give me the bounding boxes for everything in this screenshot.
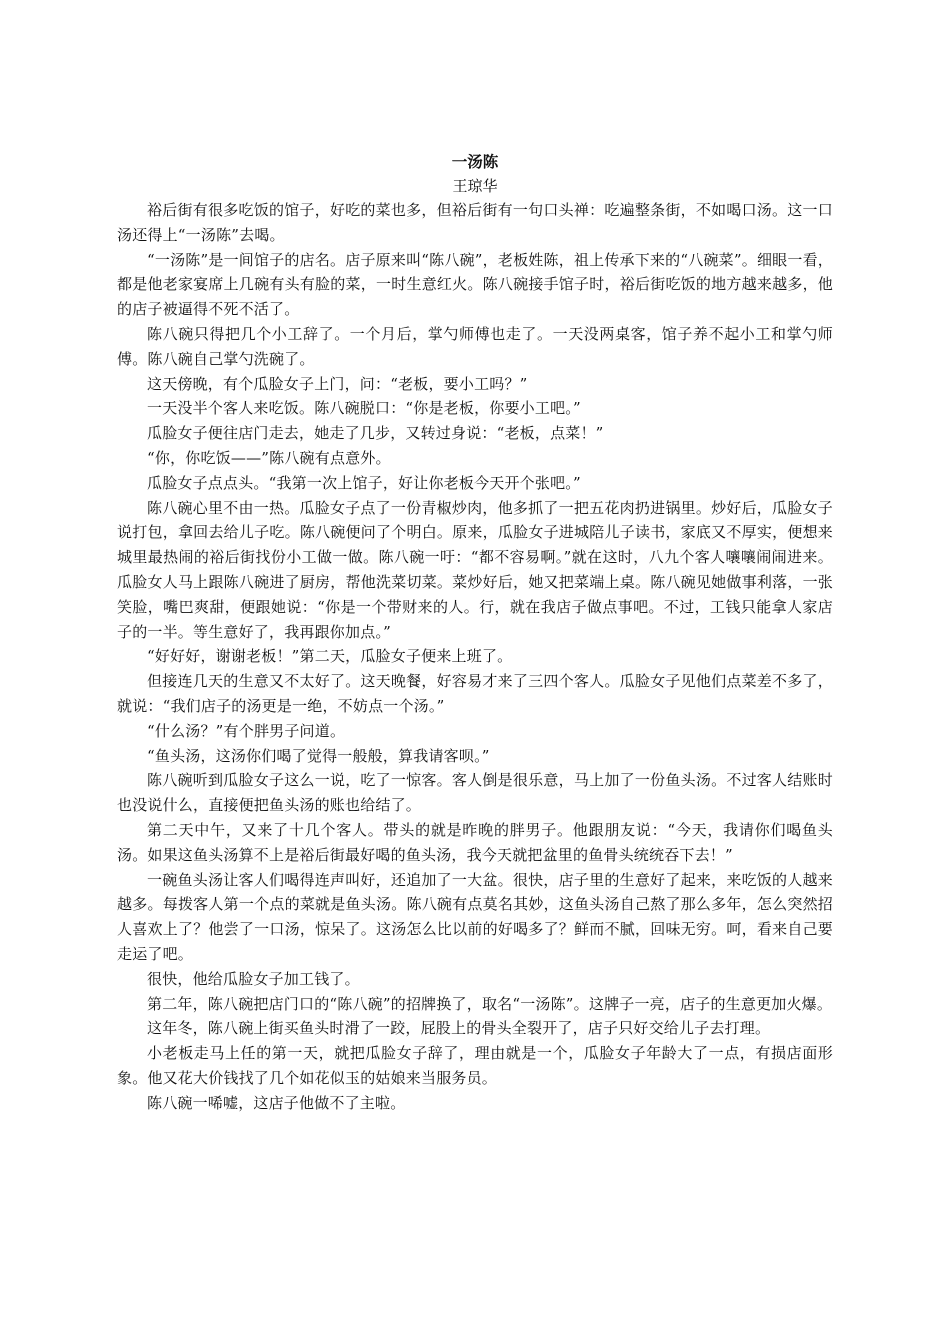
article bbox=[117, 150, 833, 1115]
paragraph: 第二天中午，又来了十几个客人。带头的就是昨晚的胖男子。他跟朋友说：“今天，我请你们喝鱼头汤。如果这鱼头汤算不上是裕后街最好喝的鱼头汤，我今天就把盆里的鱼骨头统统吞下去！” bbox=[117, 820, 833, 864]
paragraph: 很快，他给瓜脸女子加工钱了。 bbox=[147, 969, 360, 988]
article-title: 一汤陈 bbox=[451, 152, 499, 171]
paragraph: 陈八碗只得把几个小工辞了。一个月后，掌勺师傅也走了。一天没两桌客，馆子养不起小工和掌勺师傅。陈八碗自己掌勺洗碗了。 bbox=[117, 324, 833, 368]
article-body bbox=[117, 198, 833, 1115]
paragraph: 陈八碗心里不由一热。瓜脸女子点了一份青椒炒肉，他多抓了一把五花肉扔进锅里。炒好后，瓜脸女子说打包，拿回去给儿子吃。陈八碗便问了个明白。原来，瓜脸女子进城陪儿子读书，家底又不厚实，便想来城里最热闹的裕后街找份小工做一做。陈八碗一吁：“都不容易啊。”就在这时，八九个客人嚷嚷闹闹进来。瓜脸女人马上跟陈八碗进了厨房，帮他洗菜切菜。菜炒好后，她又把菜端上桌。陈八碗见她做事利落，一张笑脸，嘴巴爽甜，便跟她说：“你是一个带财来的人。行，就在我店子做点事吧。不过，工钱只能拿人家店子的一半。等生意好了，我再跟你加点。” bbox=[117, 498, 833, 641]
paragraph: 小老板走马上任的第一天，就把瓜脸女子辞了，理由就是一个，瓜脸女子年龄大了一点，有损店面形象。他又花大价钱找了几个如花似玉的姑娘来当服务员。 bbox=[117, 1044, 833, 1087]
paragraph: “你，你吃饭——”陈八碗有点意外。 bbox=[147, 448, 391, 467]
paragraph: 陈八碗一唏嘘，这店子他做不了主啦。 bbox=[147, 1093, 406, 1112]
paragraph: 但接连几天的生意又不太好了。这天晚餐，好容易才来了三四个客人。瓜脸女子见他们点菜差不多了，就说：“我们店子的汤更是一绝，不妨点一个汤。” bbox=[117, 672, 833, 715]
paragraph: 一碗鱼头汤让客人们喝得连声叫好，还追加了一大盆。很快，店子里的生意好了起来，来吃饭的人越来越多。每拨客人第一个点的菜就是鱼头汤。陈八碗有点莫名其妙，这鱼头汤自己熬了那么多年，怎么突然招人喜欢上了？他尝了一口汤，惊呆了。这汤怎么比以前的好喝多了？鲜而不腻，回味无穷。呵，看来自己要走运了吧。 bbox=[117, 870, 833, 963]
paragraph: 第二年，陈八碗把店门口的“陈八碗”的招牌换了，取名“一汤陈”。这牌子一亮，店子的生意更加火爆。 bbox=[147, 994, 833, 1013]
paragraph: “好好好，谢谢老板！”第二天，瓜脸女子便来上班了。 bbox=[147, 647, 513, 666]
paragraph: 陈八碗听到瓜脸女子这么一说，吃了一惊客。客人倒是很乐意，马上加了一份鱼头汤。不过客人结账时也没说什么，直接便把鱼头汤的账也给结了。 bbox=[117, 771, 833, 815]
article-author: 王琼华 bbox=[452, 177, 498, 195]
paragraph: “一汤陈”是一间馆子的店名。店子原来叫“陈八碗”，老板姓陈，祖上传承下来的“八碗菜”。细眼一看，都是他老家宴席上几碗有头有脸的菜，一时生意红火。陈八碗接手馆子时，裕后街吃饭的地方越来越多，他的店子被逼得不死不活了。 bbox=[117, 250, 833, 319]
paragraph: “什么汤？”有个胖男子问道。 bbox=[147, 721, 346, 740]
paragraph: 这天傍晚，有个瓜脸女子上门，问：“老板，要小工吗？” bbox=[147, 374, 528, 393]
paragraph: 这年冬，陈八碗上街买鱼头时滑了一跤，屁股上的骨头全裂开了，店子只好交给儿子去打理。 bbox=[147, 1019, 771, 1038]
paragraph: 一天没半个客人来吃饭。陈八碗脱口：“你是老板，你要小工吧。” bbox=[147, 399, 581, 418]
paragraph: 瓜脸女子便往店门走去，她走了几步，又转过身说：“老板，点菜！” bbox=[147, 424, 604, 443]
paragraph: 裕后街有很多吃饭的馆子，好吃的菜也多，但裕后街有一句口头禅：吃遍整条街，不如喝口汤。这一口汤还得上“一汤陈”去喝。 bbox=[117, 201, 833, 244]
paragraph: 瓜脸女子点点头。“我第一次上馆子，好让你老板今天开个张吧。” bbox=[147, 473, 581, 492]
paragraph: “鱼头汤，这汤你们喝了觉得一般般，算我请客呗。” bbox=[147, 746, 490, 765]
